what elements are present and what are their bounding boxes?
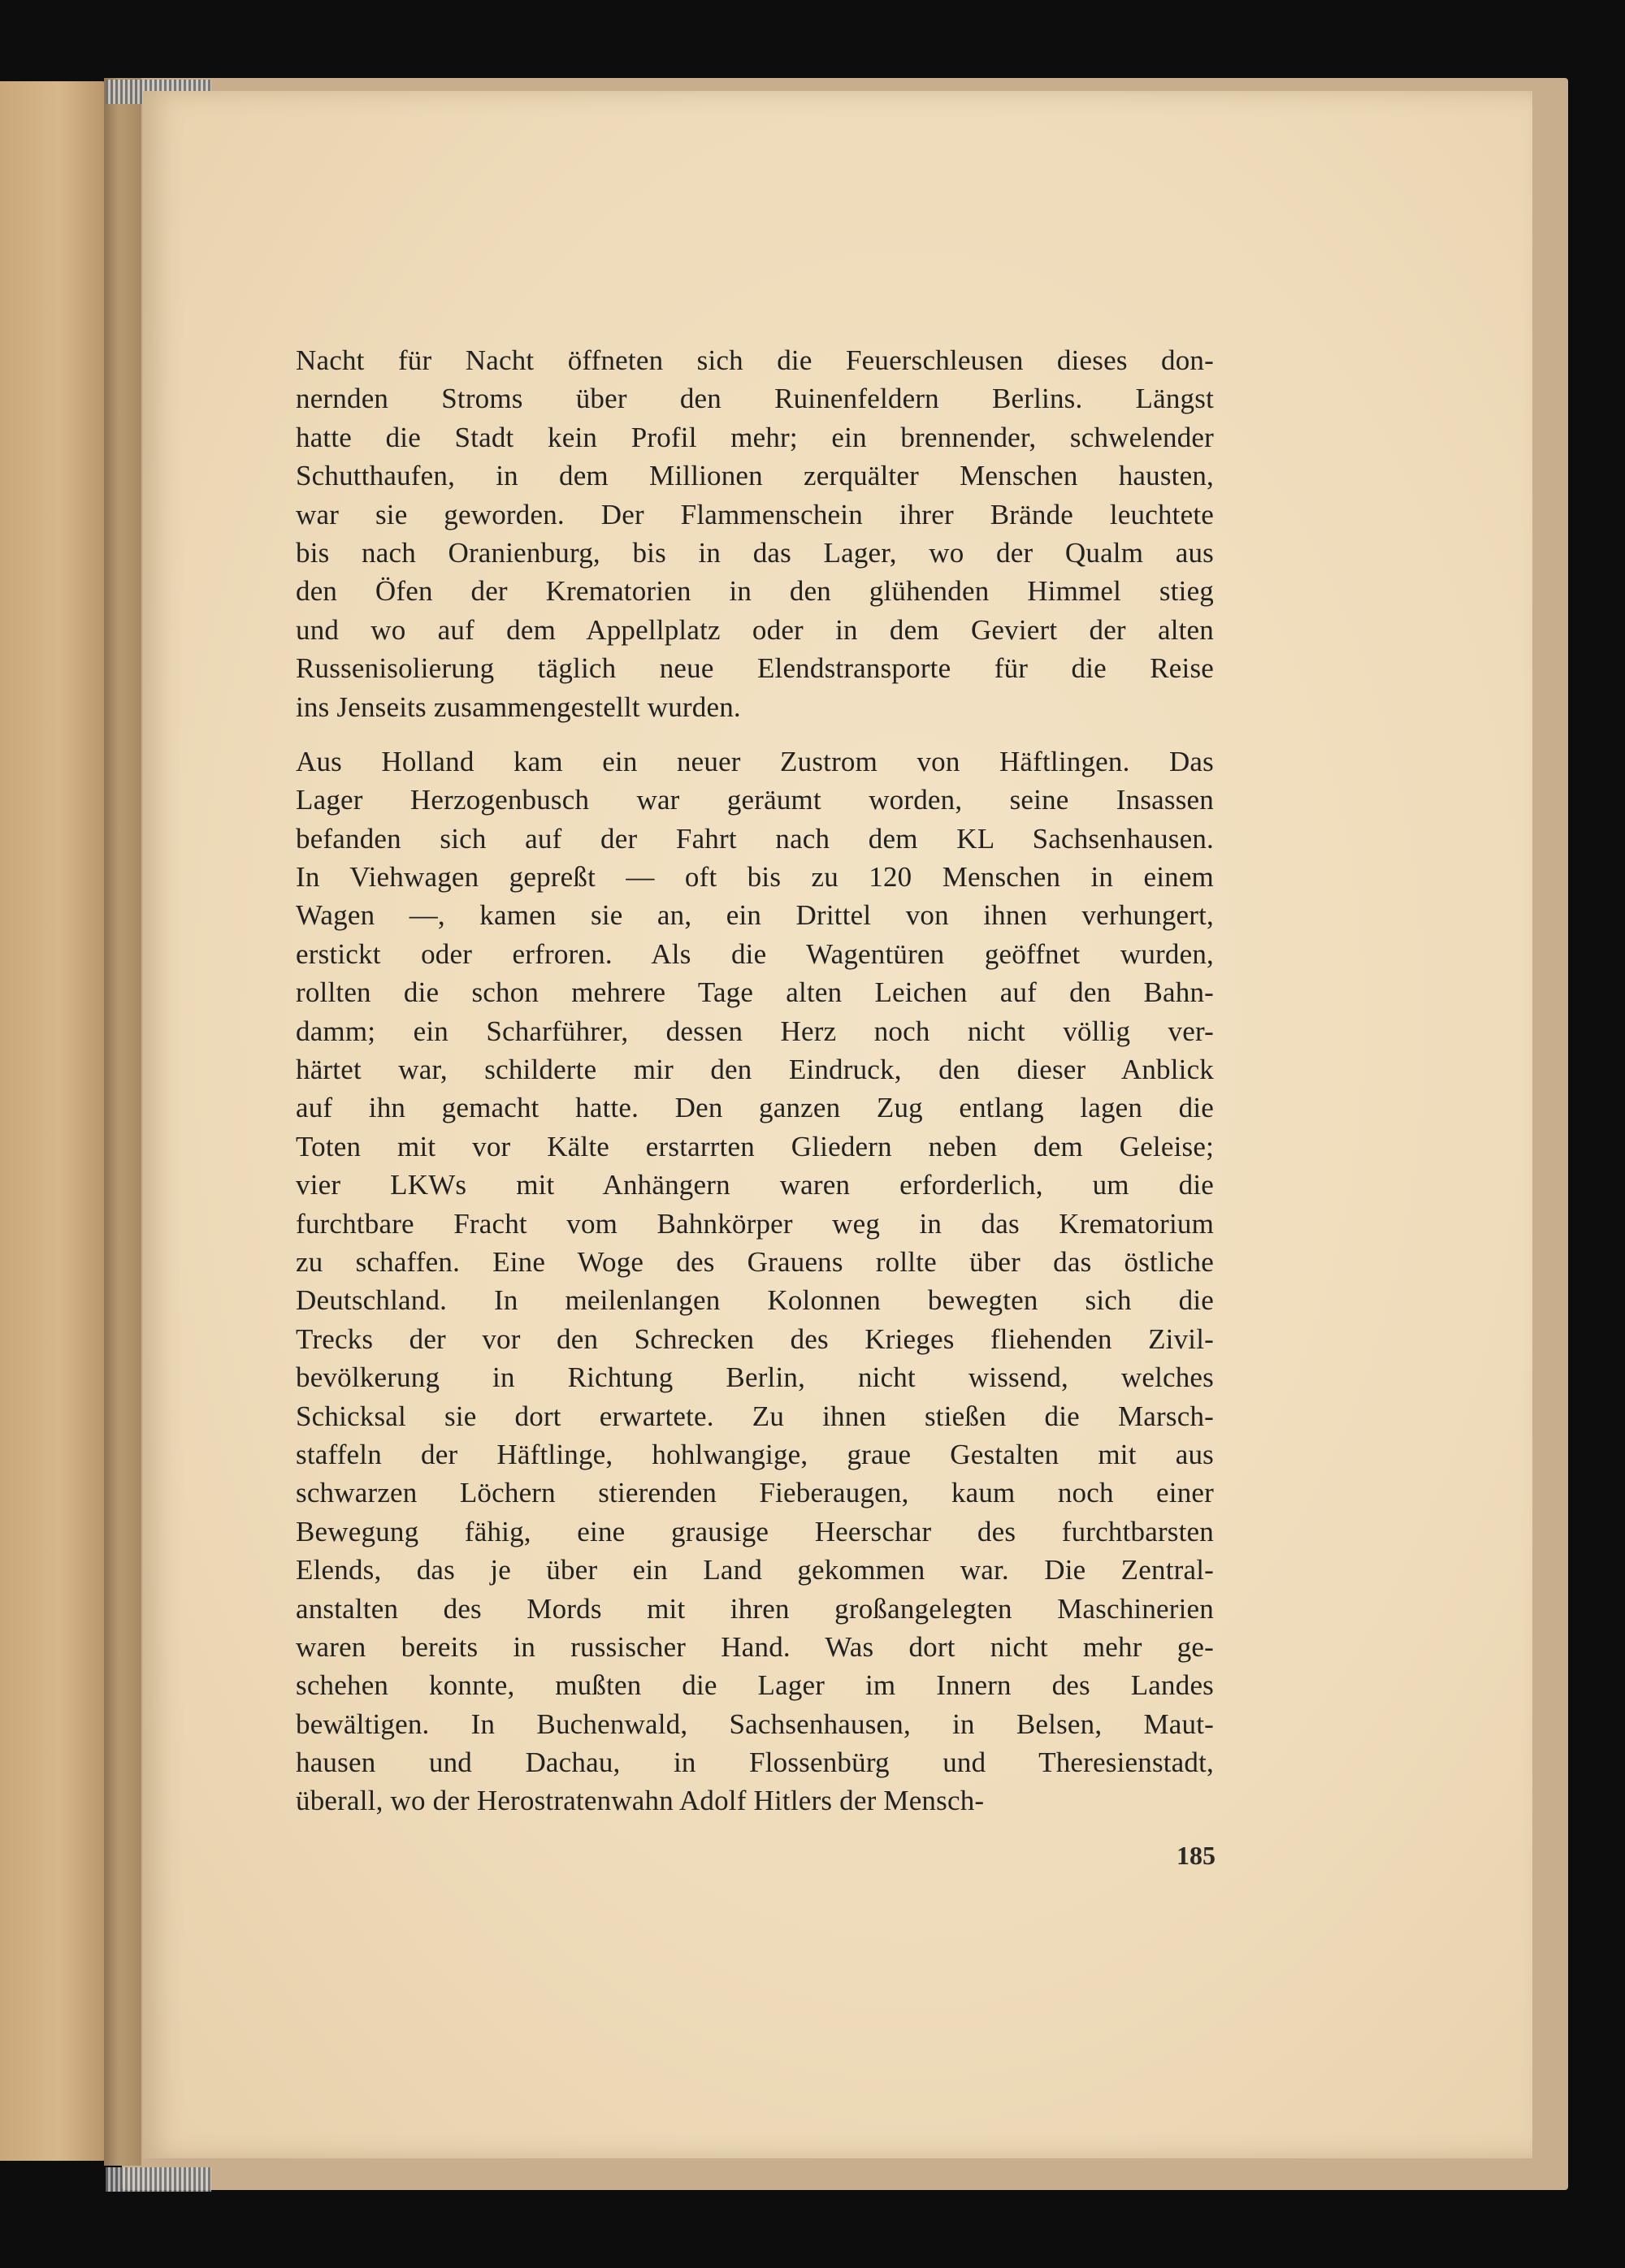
text-line: befanden sich auf der Fahrt nach dem KL Sachsenhausen. [296, 822, 1214, 855]
text-line: nernden Stroms über den Ruinenfeldern Berlins. Längst [296, 383, 1214, 415]
text-line: damm; ein Scharführer, dessen Herz noch nicht völlig ver- [296, 1015, 1214, 1047]
page-number: 185 [1176, 1841, 1216, 1870]
text-line: vier LKWs mit Anhängern waren erforderlich, um die [296, 1169, 1214, 1201]
text-line: bewältigen. In Buchenwald, Sachsenhausen, in Belsen, Maut- [296, 1707, 1214, 1740]
previous-page-edge [0, 81, 107, 2161]
text-line: und wo auf dem Appellplatz oder in dem Geviert der alten [296, 613, 1214, 646]
paragraph-2 [296, 742, 1214, 1820]
text-line: Toten mit vor Kälte erstarrten Gliedern neben dem Geleise; [296, 1130, 1214, 1162]
text-line: ins Jenseits zusammengestellt wurden. [296, 690, 741, 723]
text-line: hatte die Stadt kein Profil mehr; ein brennender, schwelender [296, 421, 1214, 453]
text-line: Russenisolierung täglich neue Elendstransporte für die Reise [296, 652, 1214, 685]
paragraph-1 [296, 341, 1214, 726]
text-line: Elends, das je über ein Land gekommen war. Die Zentral- [296, 1554, 1214, 1586]
text-line: anstalten des Mords mit ihren großangelegten Maschinerien [296, 1592, 1214, 1625]
text-line: In Viehwagen gepreßt — oft bis zu 120 Menschen in einem [296, 861, 1214, 894]
text-line: Aus Holland kam ein neuer Zustrom von Häftlingen. Das [296, 745, 1214, 777]
text-line: auf ihn gemacht hatte. Den ganzen Zug entlang lagen die [296, 1092, 1214, 1124]
text-line: härtet war, schilderte mir den Eindruck, den dieser Anblick [296, 1054, 1214, 1086]
text-line: Lager Herzogenbusch war geräumt worden, seine Insassen [296, 784, 1214, 816]
text-line: rollten die schon mehrere Tage alten Leichen auf den Bahn- [296, 976, 1214, 1009]
text-line: Schicksal sie dort erwartete. Zu ihnen stießen die Marsch- [296, 1400, 1214, 1432]
text-line: Deutschland. In meilenlangen Kolonnen bewegten sich die [296, 1284, 1214, 1317]
text-line: Schutthaufen, in dem Millionen zerquälter Menschen hausten, [296, 460, 1214, 492]
text-line: bis nach Oranienburg, bis in das Lager, wo der Qualm aus [296, 536, 1214, 569]
text-line: überall, wo der Herostratenwahn Adolf Hitlers der Mensch- [296, 1785, 985, 1817]
text-line: Bewegung fähig, eine grausige Heerschar des furchtbarsten [296, 1515, 1214, 1547]
book-gutter [104, 78, 141, 2166]
text-line: schehen konnte, mußten die Lager im Innern des Landes [296, 1669, 1214, 1702]
binding-thread-bottom [106, 2167, 211, 2192]
text-line: Wagen —, kamen sie an, ein Drittel von ihnen verhungert, [296, 899, 1214, 932]
text-line: bevölkerung in Richtung Berlin, nicht wissend, welches [296, 1361, 1214, 1394]
text-line: schwarzen Löchern stierenden Fieberaugen, kaum noch einer [296, 1477, 1214, 1509]
text-line: war sie geworden. Der Flammenschein ihrer Brände leuchtete [296, 498, 1214, 530]
text-line: Trecks der vor den Schrecken des Krieges fliehenden Zivil- [296, 1322, 1214, 1355]
text-line: furchtbare Fracht vom Bahnkörper weg in das Krematorium [296, 1207, 1214, 1240]
text-line: zu schaffen. Eine Woge des Grauens rollte über das östliche [296, 1245, 1214, 1278]
text-line: erstickt oder erfroren. Als die Wagentüren geöffnet wurden, [296, 937, 1214, 970]
page-text [296, 341, 1214, 1820]
text-line: waren bereits in russischer Hand. Was dort nicht mehr ge- [296, 1630, 1214, 1663]
text-line: den Öfen der Krematorien in den glühenden Himmel stieg [296, 575, 1214, 608]
text-line: Nacht für Nacht öffneten sich die Feuerschleusen dieses don- [296, 344, 1214, 376]
text-line: hausen und Dachau, in Flossenbürg und Theresienstadt, [296, 1746, 1214, 1779]
text-line: staffeln der Häftlinge, hohlwangige, graue Gestalten mit aus [296, 1438, 1214, 1470]
